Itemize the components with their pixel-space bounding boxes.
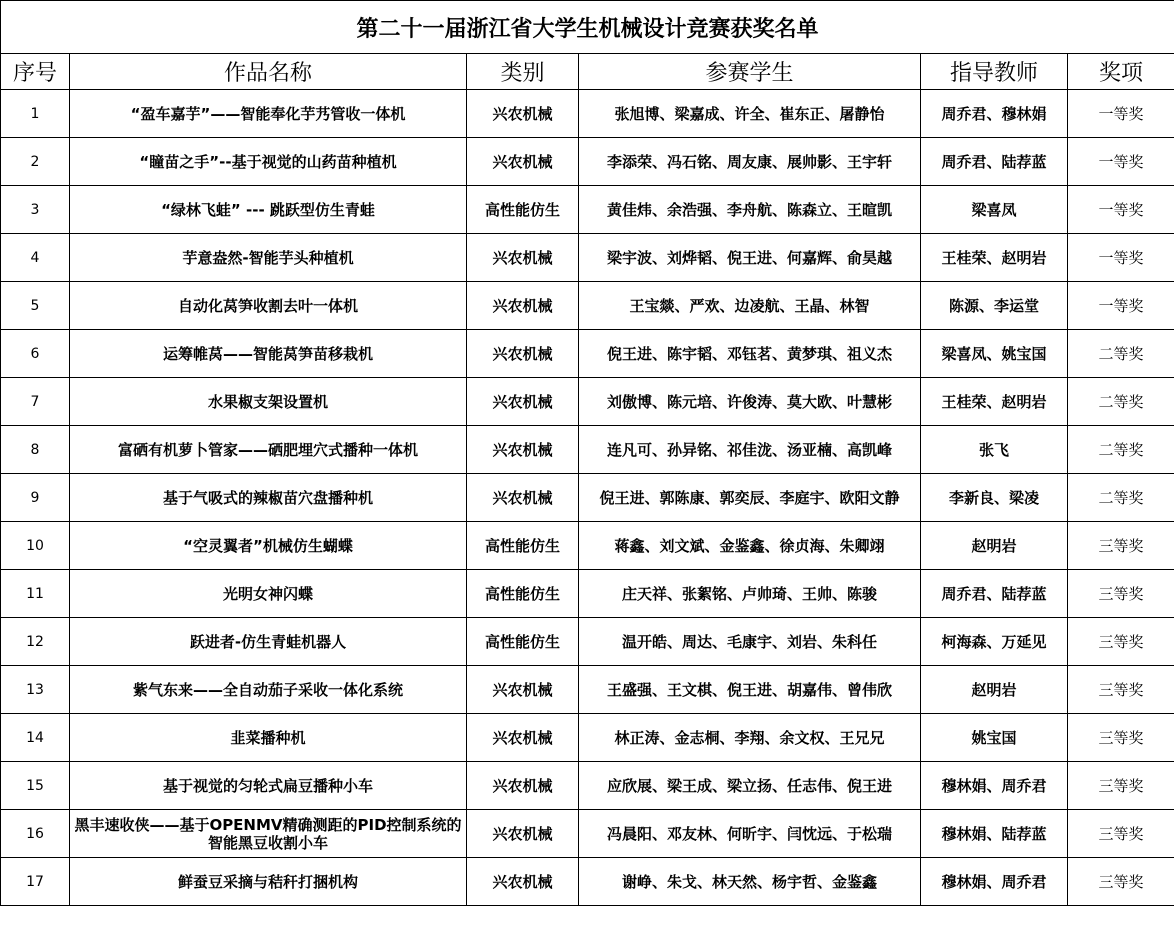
- seq-cell: 16: [1, 810, 70, 858]
- table-row: [1, 858, 1174, 906]
- students-cell: 倪王进、郭陈康、郭奕辰、李庭宇、欧阳文静: [579, 474, 921, 522]
- category-cell: 高性能仿生: [467, 186, 579, 234]
- award-cell: 三等奖: [1068, 810, 1174, 858]
- award-cell: 三等奖: [1068, 762, 1174, 810]
- work-name-cell: “盈车嘉芋”——智能奉化芋艿管收一体机: [70, 90, 467, 138]
- students-cell: 王盛强、王文棋、倪王进、胡嘉伟、曾伟欣: [579, 666, 921, 714]
- seq-cell: 6: [1, 330, 70, 378]
- seq-cell: 14: [1, 714, 70, 762]
- work-name-cell: 黑丰速收侠——基于OPENMV精确测距的PID控制系统的智能黑豆收割小车: [70, 810, 467, 858]
- award-cell: 三等奖: [1068, 858, 1174, 906]
- work-name-cell: 紫气东来——全自动茄子采收一体化系统: [70, 666, 467, 714]
- students-cell: 冯晨阳、邓友林、何昕宇、闫忱远、于松瑞: [579, 810, 921, 858]
- category-cell: 高性能仿生: [467, 570, 579, 618]
- work-name-cell: 水果椒支架设置机: [70, 378, 467, 426]
- advisors-cell: 穆林娟、陆荐蓝: [921, 810, 1068, 858]
- students-cell: 应欣展、梁王成、梁立扬、任志伟、倪王进: [579, 762, 921, 810]
- table-row: [1, 618, 1174, 666]
- table-row: [1, 90, 1174, 138]
- table-row: [1, 234, 1174, 282]
- table-row: [1, 474, 1174, 522]
- advisors-cell: 陈源、李运堂: [921, 282, 1068, 330]
- advisors-cell: 王桂荣、赵明岩: [921, 234, 1068, 282]
- work-name-cell: “绿林飞蛙” --- 跳跃型仿生青蛙: [70, 186, 467, 234]
- students-cell: 李添荣、冯石铭、周友康、展帅影、王宇轩: [579, 138, 921, 186]
- header-category: 类别: [467, 54, 579, 90]
- advisors-cell: 梁喜凤: [921, 186, 1068, 234]
- advisors-cell: 张飞: [921, 426, 1068, 474]
- table-row: [1, 378, 1174, 426]
- table-row: [1, 762, 1174, 810]
- category-cell: 兴农机械: [467, 714, 579, 762]
- award-cell: 三等奖: [1068, 570, 1174, 618]
- table-row: [1, 330, 1174, 378]
- award-cell: 三等奖: [1068, 666, 1174, 714]
- seq-cell: 10: [1, 522, 70, 570]
- table-row: [1, 714, 1174, 762]
- title-row: [1, 1, 1174, 54]
- table-row: [1, 138, 1174, 186]
- seq-cell: 5: [1, 282, 70, 330]
- students-cell: 黄佳炜、余浩强、李舟航、陈森立、王暄凯: [579, 186, 921, 234]
- work-name-cell: 光明女神闪蝶: [70, 570, 467, 618]
- award-cell: 二等奖: [1068, 330, 1174, 378]
- category-cell: 兴农机械: [467, 378, 579, 426]
- seq-cell: 1: [1, 90, 70, 138]
- work-name-cell: 富硒有机萝卜管家——硒肥埋穴式播种一体机: [70, 426, 467, 474]
- students-cell: 谢峥、朱戈、林天然、杨宇哲、金鉴鑫: [579, 858, 921, 906]
- advisors-cell: 柯海森、万延见: [921, 618, 1068, 666]
- award-cell: 二等奖: [1068, 426, 1174, 474]
- category-cell: 兴农机械: [467, 282, 579, 330]
- advisors-cell: 周乔君、陆荐蓝: [921, 138, 1068, 186]
- category-cell: 兴农机械: [467, 90, 579, 138]
- award-cell: 三等奖: [1068, 714, 1174, 762]
- seq-cell: 7: [1, 378, 70, 426]
- students-cell: 蒋鑫、刘文斌、金鉴鑫、徐贞海、朱卿翊: [579, 522, 921, 570]
- students-cell: 刘傲博、陈元培、许俊涛、莫大欧、叶慧彬: [579, 378, 921, 426]
- category-cell: 兴农机械: [467, 234, 579, 282]
- page-title: 第二十一届浙江省大学生机械设计竞赛获奖名单: [1, 1, 1174, 54]
- advisors-cell: 穆林娟、周乔君: [921, 762, 1068, 810]
- table-row: [1, 522, 1174, 570]
- category-cell: 兴农机械: [467, 858, 579, 906]
- award-cell: 二等奖: [1068, 474, 1174, 522]
- award-cell: 一等奖: [1068, 234, 1174, 282]
- category-cell: 兴农机械: [467, 330, 579, 378]
- advisors-cell: 赵明岩: [921, 666, 1068, 714]
- category-cell: 高性能仿生: [467, 522, 579, 570]
- seq-cell: 15: [1, 762, 70, 810]
- work-name-cell: 基于气吸式的辣椒苗穴盘播种机: [70, 474, 467, 522]
- award-cell: 一等奖: [1068, 90, 1174, 138]
- category-cell: 兴农机械: [467, 666, 579, 714]
- table-row: [1, 426, 1174, 474]
- seq-cell: 9: [1, 474, 70, 522]
- seq-cell: 4: [1, 234, 70, 282]
- work-name-cell: 跃进者-仿生青蛙机器人: [70, 618, 467, 666]
- header-row: [1, 54, 1174, 90]
- students-cell: 梁宇波、刘烨韬、倪王进、何嘉辉、俞昊越: [579, 234, 921, 282]
- header-award: 奖项: [1068, 54, 1174, 90]
- work-name-cell: 韭菜播种机: [70, 714, 467, 762]
- category-cell: 兴农机械: [467, 426, 579, 474]
- table-row: [1, 570, 1174, 618]
- students-cell: 连凡可、孙异铭、祁佳泷、汤亚楠、高凯峰: [579, 426, 921, 474]
- category-cell: 兴农机械: [467, 810, 579, 858]
- award-cell: 一等奖: [1068, 282, 1174, 330]
- work-name-cell: 自动化莴笋收割去叶一体机: [70, 282, 467, 330]
- award-cell: 一等奖: [1068, 186, 1174, 234]
- advisors-cell: 周乔君、穆林娟: [921, 90, 1068, 138]
- header-advisors: 指导教师: [921, 54, 1068, 90]
- category-cell: 高性能仿生: [467, 618, 579, 666]
- seq-cell: 13: [1, 666, 70, 714]
- advisors-cell: 赵明岩: [921, 522, 1068, 570]
- header-students: 参赛学生: [579, 54, 921, 90]
- seq-cell: 11: [1, 570, 70, 618]
- award-cell: 三等奖: [1068, 522, 1174, 570]
- work-name-cell: “瞳苗之手”--基于视觉的山药苗种植机: [70, 138, 467, 186]
- seq-cell: 3: [1, 186, 70, 234]
- table-row: [1, 186, 1174, 234]
- students-cell: 林正涛、金志桐、李翔、余文权、王兄兄: [579, 714, 921, 762]
- category-cell: 兴农机械: [467, 762, 579, 810]
- work-name-cell: 鲜蚕豆采摘与秸秆打捆机构: [70, 858, 467, 906]
- work-name-cell: 芋意盎然-智能芋头种植机: [70, 234, 467, 282]
- table-row: [1, 282, 1174, 330]
- table-row: [1, 810, 1174, 858]
- advisors-cell: 王桂荣、赵明岩: [921, 378, 1068, 426]
- work-name-cell: 运筹帷莴——智能莴笋苗移栽机: [70, 330, 467, 378]
- header-work-name: 作品名称: [70, 54, 467, 90]
- students-cell: 倪王进、陈宇韬、邓钰茗、黄梦琪、祖义杰: [579, 330, 921, 378]
- advisors-cell: 姚宝国: [921, 714, 1068, 762]
- award-cell: 三等奖: [1068, 618, 1174, 666]
- students-cell: 张旭博、梁嘉成、许全、崔东正、屠静怡: [579, 90, 921, 138]
- category-cell: 兴农机械: [467, 138, 579, 186]
- students-cell: 庄天祥、张絮铭、卢帅琦、王帅、陈骏: [579, 570, 921, 618]
- award-cell: 一等奖: [1068, 138, 1174, 186]
- advisors-cell: 穆林娟、周乔君: [921, 858, 1068, 906]
- advisors-cell: 梁喜凤、姚宝国: [921, 330, 1068, 378]
- work-name-cell: “空灵翼者”机械仿生蝴蝶: [70, 522, 467, 570]
- seq-cell: 17: [1, 858, 70, 906]
- advisors-cell: 李新良、梁凌: [921, 474, 1068, 522]
- seq-cell: 8: [1, 426, 70, 474]
- seq-cell: 12: [1, 618, 70, 666]
- seq-cell: 2: [1, 138, 70, 186]
- award-cell: 二等奖: [1068, 378, 1174, 426]
- table-row: [1, 666, 1174, 714]
- advisors-cell: 周乔君、陆荐蓝: [921, 570, 1068, 618]
- students-cell: 温开皓、周达、毛康宇、刘岩、朱科任: [579, 618, 921, 666]
- students-cell: 王宝燚、严欢、边凌航、王晶、林智: [579, 282, 921, 330]
- category-cell: 兴农机械: [467, 474, 579, 522]
- work-name-cell: 基于视觉的匀轮式扁豆播种小车: [70, 762, 467, 810]
- header-seq: 序号: [1, 54, 70, 90]
